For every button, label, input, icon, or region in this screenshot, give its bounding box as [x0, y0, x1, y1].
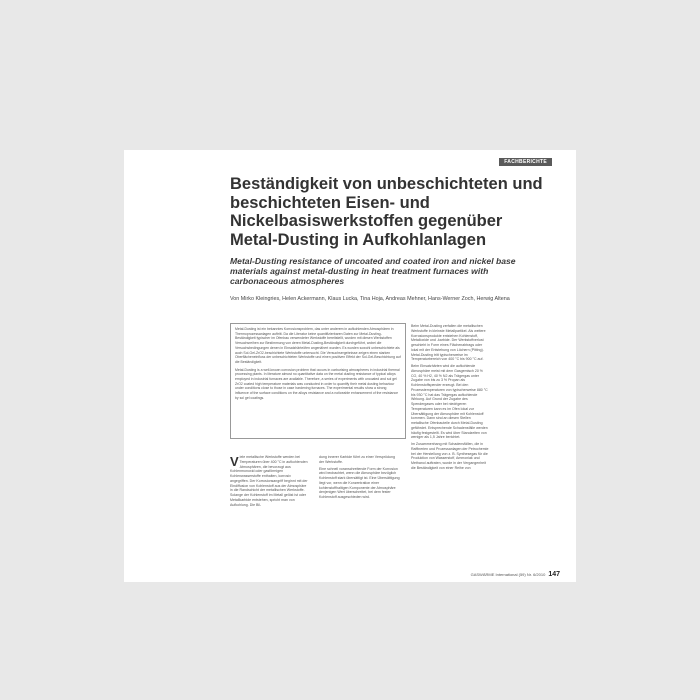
abstract-german: Metal-Dusting ist ein bekanntes Korrosionsproblem, das unter anderem in aufkohlenden Atmosphären in Thermoprozessanlagen auftritt. Da die Literatur keine quantifizierbaren Daten zur Metal-Dusting-Beständigkeit typischer im Ofenbau verwendeter Werkstoffe bereitstellt, wurden mit diesen Werkstoffen Versuchsreihen zur Bestimmung von deren Metal-Dusting-Beständigkeit durchgeführt, wobei die Versuchsbedingungen denen in Einsatzhärteöfen angenähert wurden. Es wurden sowohl unbeschichtete als auch Sol-Gel-ZrO2-beschichtete Werkstoffe untersucht. Die Versuchsergebnisse zeigen einen starken Oberflächeneinfluss der unbeschichteten Werkstoffe und einen positiven Effekt der Sol-Gel-Beschichtung auf die Beständigkeit.	[235, 327, 401, 364]
journal-citation: GASWÄRME International (59) Nr. 6/2010	[470, 572, 546, 577]
body-paragraph: dung innerer Karbide führt zu einer Versprödung der Werkstoffe.	[319, 455, 395, 464]
body-column-1	[230, 455, 310, 567]
body-column-2	[319, 455, 401, 555]
page-footer	[471, 571, 560, 578]
body-paragraph: Im Zusammenhang mit Schadensfällen, die in Raffinerien und Prozessanlagen der Petrochemie bei der Herstellung von z. B. Synthesegas für die Produktion von Wasserstoff, Ammoniak und Methanol auftraten, wurde in der Vergangenheit die Beständigkeit von einer Reihe von	[411, 442, 489, 470]
document-page	[124, 150, 576, 582]
body-paragraph: Beim Einsatzhärten wird die aufkohlende Atmosphäre meist mit dem Gasgemisch 20 % CO, 40 % H2, 40 % N2 als Trägergas unter Zugabe von bis zu 3 % Propan als Kohlenstoffspender erzeugt. Bei den Prozesstemperaturen von typischerweise 880 °C bis 930 °C hat das Trägergas aufkohlende Wirkung. Auf Grund der Zugabe des Spendergases oder bei niedrigeren Temperaturen kann es im Ofen lokal zur Übersättigung der Atmosphäre mit Kohlenstoff kommen. Dann sind an diesen Stellen metallische Ofenbauteile durch Metal-Dusting gefährdet. Entsprechende Schadensfälle werden häufig festgestellt. Es wird über Standzeiten von weniger als 1,5 Jahre berichtet.	[411, 364, 488, 440]
section-tag: FACHBERICHTE	[499, 158, 552, 166]
body-paragraph: Eine schnell voranschreitende Form der Korrosion wird beobachtet, wenn die Atmosphäre bezüglich Kohlenstoff stark übersättigt ist. Eine Übersättigung liegt vor, wenn die Konzentration einer kohlenstoffhaltigen Komponente der Atmosphäre denjenigen Wert überschreitet, bei dem fester Kohlenstoff ausgeschieden wird.	[319, 466, 400, 499]
abstract-box	[230, 323, 406, 439]
abstract-english: Metal-Dusting is a well-known corrosion problem that occurs in carburising atmospheres in industrial thermal processing plants. In literature almost no quantitative data on the metal dusting resistance of typical alloys employed in industrial furnaces are available. Therefore, a series of experiments with uncoated and sol gel ZrO2 coated high temperature materials was conducted in order to quantify their metal dusting behaviour under conditions close to those in case hardening furnaces. The experimental results show a strong influence of the surface conditions on the alloys resistance and a noticeable enhancement of the resistance by sol gel coatings.	[235, 367, 400, 400]
page-number: 147	[548, 571, 560, 578]
article-title: Beständigkeit von unbeschichteten und beschichteten Eisen- und Nickelbasiswerkstoffen gegenüber Metal-Dusting in Aufkohlanlagen	[230, 175, 543, 249]
body-text-col1: iele metallische Werkstoffe werden bei Temperaturen über 400 °C in aufkohlenden Atmosphären, die bevorzugt aus Kohlenmonoxid oder gasförmigen Kohlenwasserstoffe enthalten, korrosiv angegriffen. Der Korrosionsangriff beginnt mit der Eindiffusion von Kohlenstoff aus der Atmosphäre in die Randschicht der metallischen Werkstoffe. Solange der Kohlenstoff im Metall gelöst ist oder Metallkarbide entstehen, spricht man von Aufkohlung. Die Bil-	[230, 455, 308, 507]
drop-cap: V	[230, 454, 239, 469]
body-paragraph: Beim Metal-Dusting zerfallen die metallischen Werkstoffe in kleinste Metallpartikel. Als weitere Korrosionsprodukte entstehen Kohlenstoff, Metalloxide und -karbide. Der Werkstoffverlust geschieht in Form eines Flächenabtrags oder lokal mit der Entstehung von Löchern (Pitting). Metal-Dusting tritt typischerweise im Temperaturbereich von 400 °C bis 900 °C auf.	[411, 324, 486, 362]
article-subtitle: Metal-Dusting resistance of uncoated and coated iron and nickel base materials against metal-dusting in heat treatment furnaces with carbonaceous atmospheres	[230, 256, 516, 286]
body-column-3	[411, 324, 489, 577]
author-list: Von Mirko Kleingries, Helen Ackermann, Klaus Lucka, Tina Hoja, Andreas Mehner, Hans-Werner Zoch, Herwig Altena	[230, 296, 510, 302]
